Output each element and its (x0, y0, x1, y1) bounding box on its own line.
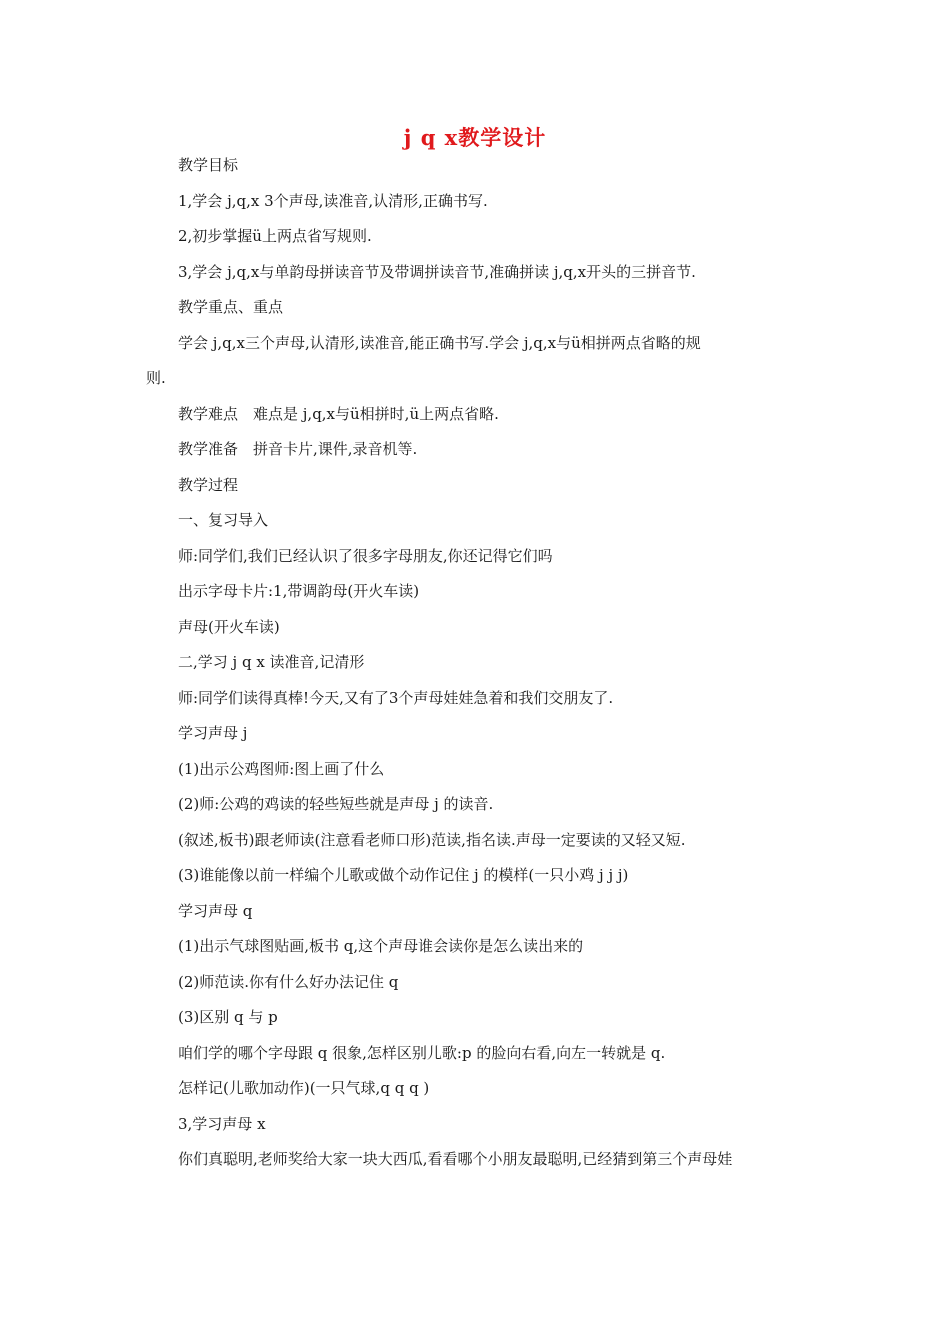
paragraph-line: (1)出示气球图贴画,板书 q,这个声母谁会读你是怎么读出来的 (178, 937, 584, 955)
paragraph-line: 你们真聪明,老师奖给大家一块大西瓜,看看哪个小朋友最聪明,已经猜到第三个声母娃 (178, 1150, 733, 1168)
section-heading-review: 一、复习导入 (178, 511, 269, 529)
paragraph-line: 1,学会 j,q,x 3个声母,读准音,认清形,正确书写. (178, 191, 488, 210)
paragraph-line: 3,学会 j,q,x与单韵母拼读音节及带调拼读音节,准确拼读 j,q,x开头的三拼音节. (178, 262, 696, 281)
paragraph-line-continuation: 则. (146, 369, 166, 387)
paragraph-line: 学习声母 q (178, 901, 253, 920)
paragraph-line: 2,初步掌握ü上两点省写规则. (178, 227, 372, 245)
paragraph-line: (3)区别 q 与 p (178, 1008, 278, 1026)
paragraph-line: 学习声母 j (178, 724, 248, 742)
document-title: j q x教学设计 (403, 125, 547, 150)
paragraph-line: 师:同学们读得真棒!今天,又有了3个声母娃娃急着和我们交朋友了. (178, 688, 614, 707)
paragraph-line: (2)师:公鸡的鸡读的轻些短些就是声母 j 的读音. (178, 795, 494, 813)
paragraph-line: 怎样记(儿歌加动作)(一只气球,q q q ) (178, 1079, 430, 1097)
paragraph-line: 师:同学们,我们已经认识了很多字母朋友,你还记得它们吗 (178, 546, 553, 565)
paragraph-line: 声母(开火车读) (178, 617, 280, 636)
paragraph-line: 教学准备 拼音卡片,课件,录音机等. (178, 440, 418, 458)
paragraph-line: 咱们学的哪个字母跟 q 很象,怎样区别儿歌:p 的脸向右看,向左一转就是 q. (178, 1043, 666, 1062)
paragraph-line: (2)师范读.你有什么好办法记住 q (178, 972, 399, 991)
paragraph-line: 出示字母卡片:1,带调韵母(开火车读) (178, 582, 420, 600)
paragraph-line: (3)谁能像以前一样编个儿歌或做个动作记住 j 的模样(一只小鸡 j j j) (178, 866, 629, 884)
section-heading-process: 教学过程 (178, 475, 239, 494)
paragraph-line: (1)出示公鸡图师:图上画了什么 (178, 759, 385, 778)
paragraph-line: 3,学习声母 x (178, 1114, 266, 1133)
section-heading-learn: 二,学习 j q x 读准音,记清形 (178, 653, 365, 671)
section-heading-key-points: 教学重点、重点 (178, 298, 284, 316)
paragraph-line: 教学难点 难点是 j,q,x与ü相拼时,ü上两点省略. (178, 404, 499, 423)
paragraph-line: (叙述,板书)跟老师读(注意看老师口形)范读,指名读.声母一定要读的又轻又短. (178, 830, 686, 849)
paragraph-line: 学会 j,q,x三个声母,认清形,读准音,能正确书写.学会 j,q,x与ü相拼两点省略的规 (178, 333, 701, 352)
section-heading-objectives: 教学目标 (178, 156, 239, 174)
document-body (146, 148, 806, 1178)
